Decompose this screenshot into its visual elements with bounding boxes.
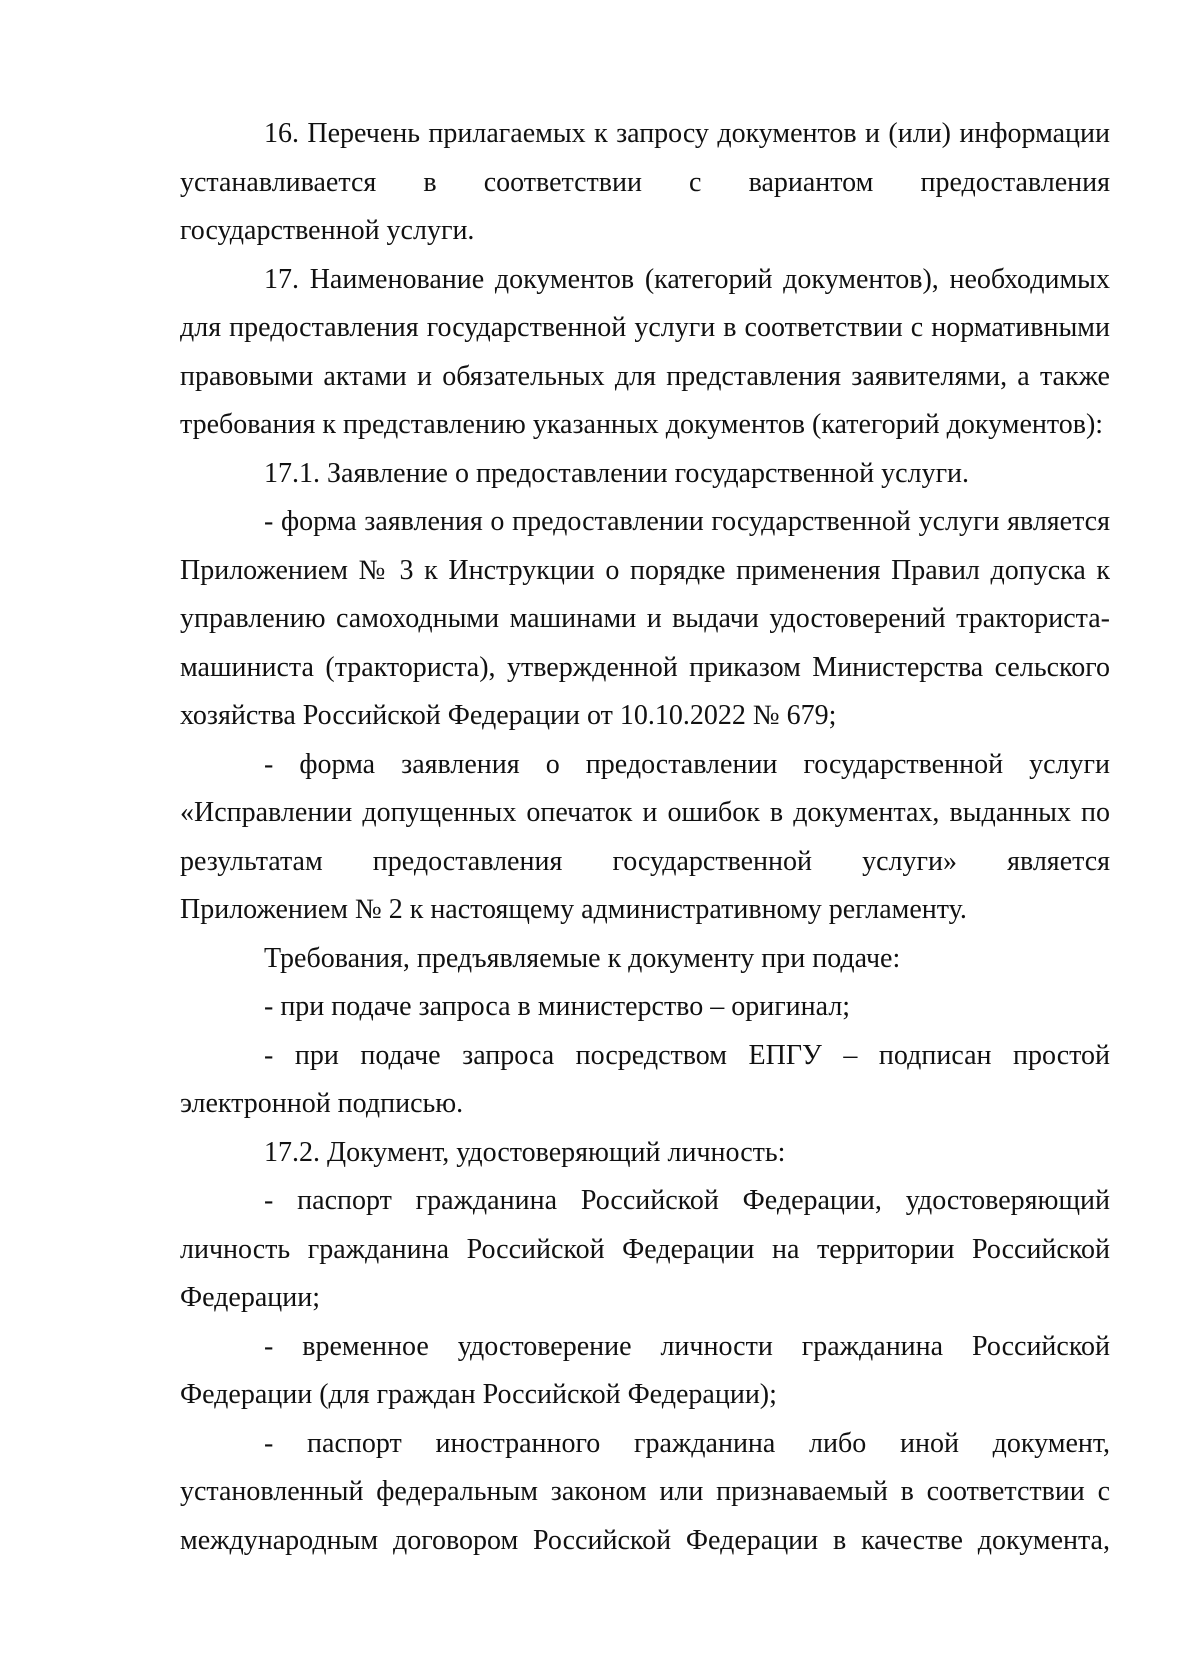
paragraph-16: 16. Перечень прилагаемых к запросу документов и (или) информации устанавливается в соответствии с вариантом предоставления государственной услуги. bbox=[180, 118, 1110, 246]
paragraph-17-2: 17.2. Документ, удостоверяющий личность: bbox=[264, 1136, 786, 1168]
list-item-application-form: - форма заявления о предоставлении государственной услуги является Приложением № 3 к Инструкции о порядке применения Правил допуска к управлению самоходными машинами и выдачи удостоверений тракториста-машиниста (тракториста), утвержденной приказом Министерства сельского хозяйства Российской Федерации от 10.10.2022 № 679; bbox=[180, 506, 1110, 731]
list-item-epgu-signature: - при подаче запроса посредством ЕПГУ – подписан простой электронной подписью. bbox=[180, 1039, 1110, 1119]
list-item-russian-passport: - паспорт гражданина Российской Федерации, удостоверяющий личность гражданина Российской Федерации на территории Российской Федерации; bbox=[180, 1185, 1110, 1313]
list-item-correction-form: - форма заявления о предоставлении государственной услуги «Исправлении допущенных опечаток и ошибок в документах, выданных по результатам предоставления государственной услуги» является Приложением № 2 к настоящему административному регламенту. bbox=[180, 748, 1110, 925]
requirements-heading: Требования, предъявляемые к документу при подаче: bbox=[264, 942, 901, 974]
list-item-ministry-original: - при подаче запроса в министерство – оригинал; bbox=[264, 991, 851, 1022]
list-item-foreign-passport: - паспорт иностранного гражданина либо иной документ, установленный федеральным законом или признаваемый в соответствии с международным договором Российской Федерации в качестве документа, bbox=[180, 1427, 1110, 1556]
list-item-temporary-id: - временное удостоверение личности гражданина Российской Федерации (для граждан Российской Федерации); bbox=[180, 1330, 1110, 1410]
paragraph-17: 17. Наименование документов (категорий документов), необходимых для предоставления государственной услуги в соответствии с нормативными правовыми актами и обязательных для представления заявителями, а также требования к представлению указанных документов (категорий документов): bbox=[180, 263, 1110, 440]
paragraph-17-1: 17.1. Заявление о предоставлении государственной услуги. bbox=[264, 457, 970, 489]
